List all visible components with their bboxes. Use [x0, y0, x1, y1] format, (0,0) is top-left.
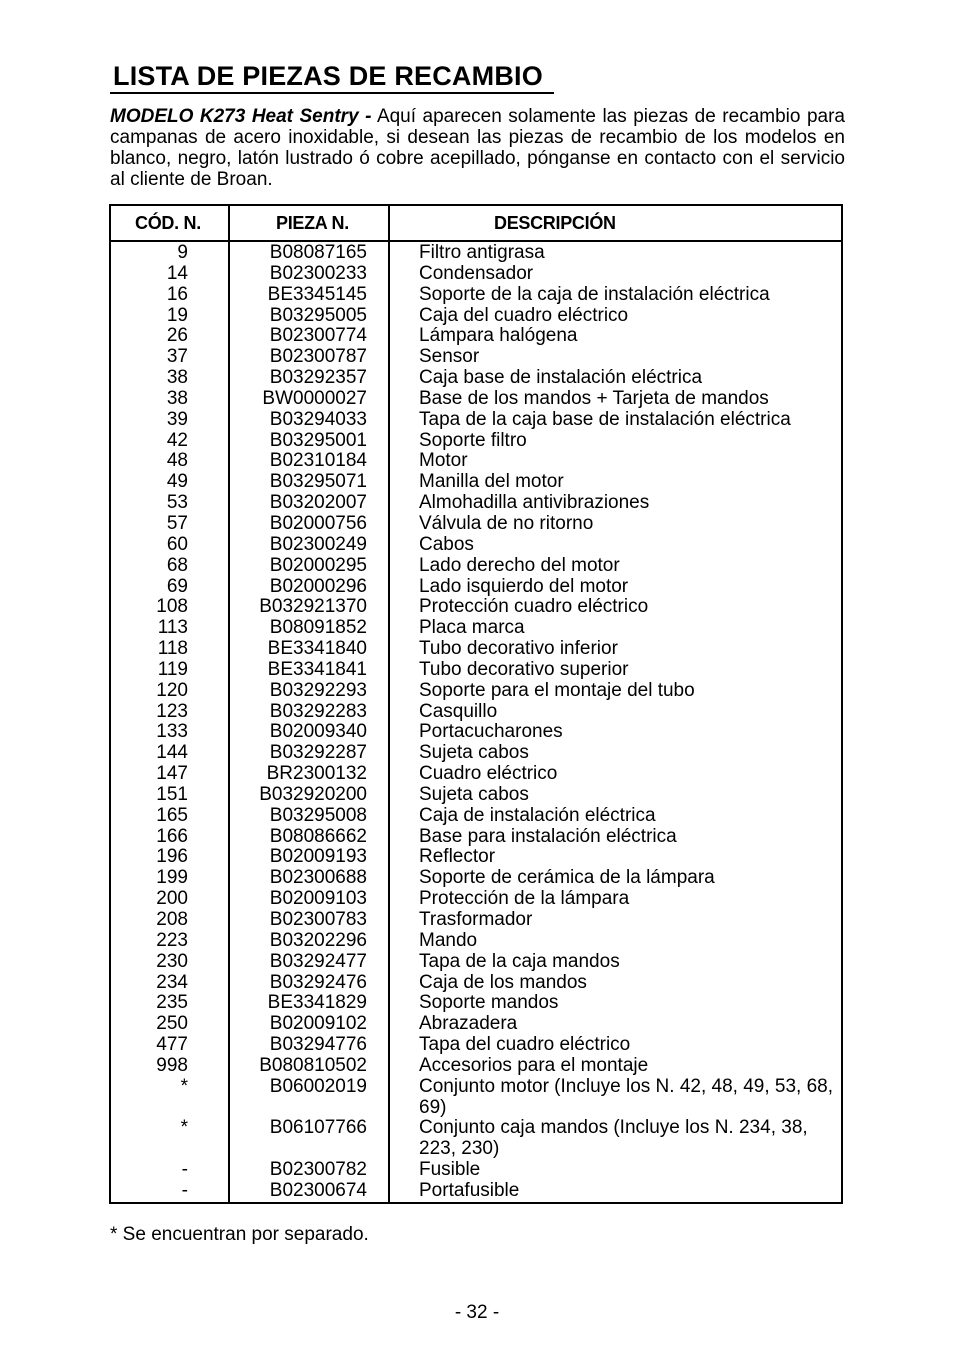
part-code-cell: 166: [156, 825, 188, 847]
part-number-cell: B03295005: [269, 304, 367, 326]
table-row: [111, 1056, 841, 1077]
part-number-cell: B06002019: [269, 1075, 367, 1097]
part-number-cell: BR2300132: [266, 763, 367, 785]
table-row: [111, 618, 841, 639]
description-cell: Reflector: [419, 846, 496, 868]
part-code-cell: 235: [156, 992, 188, 1014]
part-code-cell: 108: [156, 596, 188, 618]
table-row: [111, 681, 841, 702]
footnote: * Se encuentran por separado.: [110, 1224, 369, 1245]
description-cell: Lado derecho del motor: [419, 554, 620, 576]
description-cell: Abrazadera: [419, 1013, 518, 1035]
description-cell: Almohadilla antivibraziones: [419, 492, 650, 514]
table-row: [111, 722, 841, 743]
part-number-cell: B08086662: [269, 825, 367, 847]
description-cell: Base de los mandos + Tarjeta de mandos: [419, 387, 769, 409]
table-row: [111, 889, 841, 910]
part-number-cell: B02300249: [269, 533, 367, 555]
part-code-cell: 69: [166, 575, 188, 597]
table-row: [111, 806, 841, 827]
part-code-cell: 208: [156, 909, 188, 930]
table-row: [111, 910, 841, 931]
description-cell: Condensador: [419, 262, 534, 284]
part-code-cell: 144: [156, 742, 188, 764]
table-row: [111, 1077, 841, 1119]
part-code-cell: 26: [166, 325, 188, 347]
description-cell: Tapa del cuadro eléctrico: [419, 1034, 631, 1056]
table-row: [111, 993, 841, 1014]
part-code-cell: 68: [166, 554, 188, 576]
table-row: [111, 931, 841, 952]
part-number-cell: B02300783: [269, 909, 367, 930]
part-code-cell: 199: [156, 867, 188, 889]
part-number-cell: B032921370: [259, 596, 367, 618]
description-cell: Fusible: [419, 1159, 481, 1181]
description-cell: Protección cuadro eléctrico: [419, 596, 649, 618]
part-number-cell: BE3341840: [267, 638, 367, 660]
part-code-cell: 53: [166, 492, 188, 514]
header-code: CÓD. N.: [135, 213, 201, 233]
title-underline: [110, 92, 554, 94]
part-number-cell: B03292476: [269, 971, 367, 993]
part-code-cell: 119: [157, 658, 188, 680]
intro-lead: MODELO K273 Heat Sentry -: [110, 106, 372, 127]
part-number-cell: B03292477: [269, 950, 367, 972]
part-number-cell: B06107766: [269, 1117, 367, 1139]
table-body: [111, 243, 841, 1202]
description-cell: Caja del cuadro eléctrico: [419, 304, 629, 326]
description-cell: Casquillo: [419, 700, 498, 722]
part-number-cell: B02009102: [269, 1013, 367, 1035]
table-row: [111, 285, 841, 306]
part-code-cell: 196: [156, 846, 188, 868]
part-code-cell: 230: [156, 950, 188, 972]
description-cell: Base para instalación eléctrica: [419, 825, 677, 847]
table-row: [111, 306, 841, 327]
description-cell: Placa marca: [419, 617, 525, 639]
part-code-cell: 19: [166, 304, 188, 326]
intro-text: Aquí aparecen solamente las piezas de recambio para campanas de acero inoxidable, si desean las piezas de recambio de los modelos en blanco, negro, latón lustrado ó cobre acepillado, pónganse en contacto con el servicio al cliente de Broan.: [110, 106, 845, 190]
table-row: [111, 1118, 841, 1160]
part-number-cell: B03292287: [269, 742, 367, 764]
description-cell: Tapa de la caja mandos: [419, 950, 620, 972]
part-code-cell: 120: [156, 679, 188, 701]
table-row: [111, 1014, 841, 1035]
header-part: PIEZA N.: [276, 213, 349, 233]
table-row: [111, 973, 841, 994]
part-code-cell: 200: [156, 888, 188, 910]
part-code-cell: 57: [166, 512, 188, 534]
table-row: [111, 1181, 841, 1202]
part-number-cell: B03295001: [269, 429, 367, 451]
part-number-cell: B02300787: [269, 346, 367, 368]
part-code-cell: 477: [156, 1034, 188, 1056]
part-code-cell: 151: [156, 783, 188, 805]
part-number-cell: B02300233: [269, 262, 367, 284]
part-number-cell: B02000295: [269, 554, 367, 576]
table-row: [111, 431, 841, 452]
description-cell: Caja de instalación eléctrica: [419, 804, 656, 826]
description-cell: Caja base de instalación eléctrica: [419, 367, 703, 389]
part-code-cell: 133: [156, 721, 188, 743]
part-code-cell: 37: [166, 346, 188, 368]
table-row: [111, 556, 841, 577]
part-code-cell: 118: [157, 638, 188, 660]
part-number-cell: B03295071: [269, 471, 367, 493]
part-number-cell: BW0000027: [262, 387, 367, 409]
part-code-cell: 223: [156, 929, 188, 951]
description-cell: Accesorios para el montaje: [419, 1054, 649, 1076]
table-row: [111, 514, 841, 535]
parts-table: [109, 204, 843, 1204]
part-number-cell: B02300674: [269, 1179, 367, 1201]
description-cell: Tubo decorativo inferior: [419, 638, 618, 660]
table-row: [111, 764, 841, 785]
table-row: [111, 702, 841, 723]
part-code-cell: 16: [166, 283, 188, 305]
part-code-cell: 39: [166, 408, 188, 430]
table-row: [111, 868, 841, 889]
table-row: [111, 535, 841, 556]
table-row: [111, 1035, 841, 1056]
part-number-cell: B02300688: [269, 867, 367, 889]
description-cell: Lado isquierdo del motor: [419, 575, 629, 597]
part-number-cell: B02009103: [269, 888, 367, 910]
page-title: LISTA DE PIEZAS DE RECAMBIO: [113, 61, 543, 91]
description-cell: Protección de la lámpara: [419, 888, 630, 910]
part-number-cell: B08091852: [269, 617, 367, 639]
part-number-cell: B02000296: [269, 575, 367, 597]
part-number-cell: B03202007: [269, 492, 367, 514]
description-cell: Cuadro eléctrico: [419, 763, 558, 785]
description-cell: Cabos: [419, 533, 474, 555]
description-cell: Soporte de la caja de instalación eléctrica: [419, 283, 770, 305]
description-cell: Portafusible: [419, 1179, 520, 1201]
part-code-cell: -: [181, 1179, 188, 1201]
table-row: [111, 410, 841, 431]
table-row: [111, 451, 841, 472]
description-cell: Sujeta cabos: [419, 742, 529, 764]
part-code-cell: 123: [156, 700, 188, 722]
part-code-cell: 14: [166, 262, 188, 284]
intro-paragraph: [110, 106, 845, 190]
description-cell: Motor: [419, 450, 468, 472]
part-code-cell: 42: [166, 429, 188, 451]
part-code-cell: 48: [166, 450, 188, 472]
description-cell: Soporte para el montaje del tubo: [419, 679, 695, 701]
table-row: [111, 472, 841, 493]
table-row: [111, 639, 841, 660]
table-row: [111, 597, 841, 618]
part-code-cell: 38: [166, 387, 188, 409]
part-code-cell: *: [180, 1075, 188, 1097]
part-number-cell: B03295008: [269, 804, 367, 826]
description-cell: Manilla del motor: [419, 471, 564, 493]
description-cell: Soporte mandos: [419, 992, 559, 1014]
part-number-cell: B03292357: [269, 367, 367, 389]
header-description: DESCRIPCIÓN: [494, 213, 616, 233]
table-row: [111, 827, 841, 848]
part-code-cell: 250: [156, 1013, 188, 1035]
table-row: [111, 264, 841, 285]
part-number-cell: B03294776: [269, 1034, 367, 1056]
table-row: [111, 326, 841, 347]
table-row: [111, 368, 841, 389]
part-number-cell: B03202296: [269, 929, 367, 951]
part-code-cell: *: [180, 1117, 188, 1139]
description-cell: Sujeta cabos: [419, 783, 529, 805]
part-code-cell: 113: [157, 617, 188, 639]
part-number-cell: B080810502: [259, 1054, 367, 1076]
part-code-cell: 165: [156, 804, 188, 826]
table-row: [111, 660, 841, 681]
description-cell: Portacucharones: [419, 721, 563, 743]
part-number-cell: BE3345145: [267, 283, 367, 305]
description-cell: Sensor: [419, 346, 480, 368]
description-cell: Filtro antigrasa: [419, 242, 545, 263]
description-cell: Tubo decorativo superior: [419, 658, 629, 680]
part-code-cell: 49: [166, 471, 188, 493]
part-code-cell: 234: [156, 971, 188, 993]
table-row: [111, 389, 841, 410]
part-number-cell: B08087165: [269, 242, 367, 263]
description-cell: Válvula de no ritorno: [419, 512, 594, 534]
part-number-cell: B02009193: [269, 846, 367, 868]
table-row: [111, 347, 841, 368]
part-code-cell: -: [181, 1159, 188, 1181]
part-number-cell: B03294033: [269, 408, 367, 430]
part-number-cell: B02310184: [269, 450, 367, 472]
table-row: [111, 243, 841, 264]
part-number-cell: B02300782: [269, 1159, 367, 1181]
description-cell: Soporte filtro: [419, 429, 527, 451]
page-number: - 32 -: [454, 1302, 500, 1323]
table-row: [111, 1160, 841, 1181]
part-code-cell: 998: [156, 1054, 188, 1076]
part-number-cell: B02300774: [269, 325, 367, 347]
part-code-cell: 38: [166, 367, 188, 389]
part-number-cell: B02009340: [269, 721, 367, 743]
description-cell: Conjunto caja mandos (Incluye los N. 234, 38, 223, 230): [419, 1117, 808, 1160]
part-number-cell: B032920200: [259, 783, 367, 805]
description-cell: Conjunto motor (Incluye los N. 42, 48, 49, 53, 68, 69): [419, 1075, 834, 1118]
part-number-cell: BE3341841: [267, 658, 367, 680]
table-row: [111, 847, 841, 868]
part-code-cell: 9: [177, 242, 188, 263]
table-row: [111, 785, 841, 806]
description-cell: Caja de los mandos: [419, 971, 587, 993]
description-cell: Soporte de cerámica de la lámpara: [419, 867, 715, 889]
part-number-cell: B02000756: [269, 512, 367, 534]
table-row: [111, 743, 841, 764]
description-cell: Trasformador: [419, 909, 533, 930]
description-cell: Tapa de la caja base de instalación eléctrica: [419, 408, 791, 430]
part-code-cell: 147: [156, 763, 188, 785]
part-number-cell: B03292283: [269, 700, 367, 722]
description-cell: Mando: [419, 929, 478, 951]
part-number-cell: B03292293: [269, 679, 367, 701]
table-row: [111, 952, 841, 973]
table-row: [111, 493, 841, 514]
description-cell: Lámpara halógena: [419, 325, 578, 347]
table-row: [111, 577, 841, 598]
part-number-cell: BE3341829: [267, 992, 367, 1014]
part-code-cell: 60: [166, 533, 188, 555]
